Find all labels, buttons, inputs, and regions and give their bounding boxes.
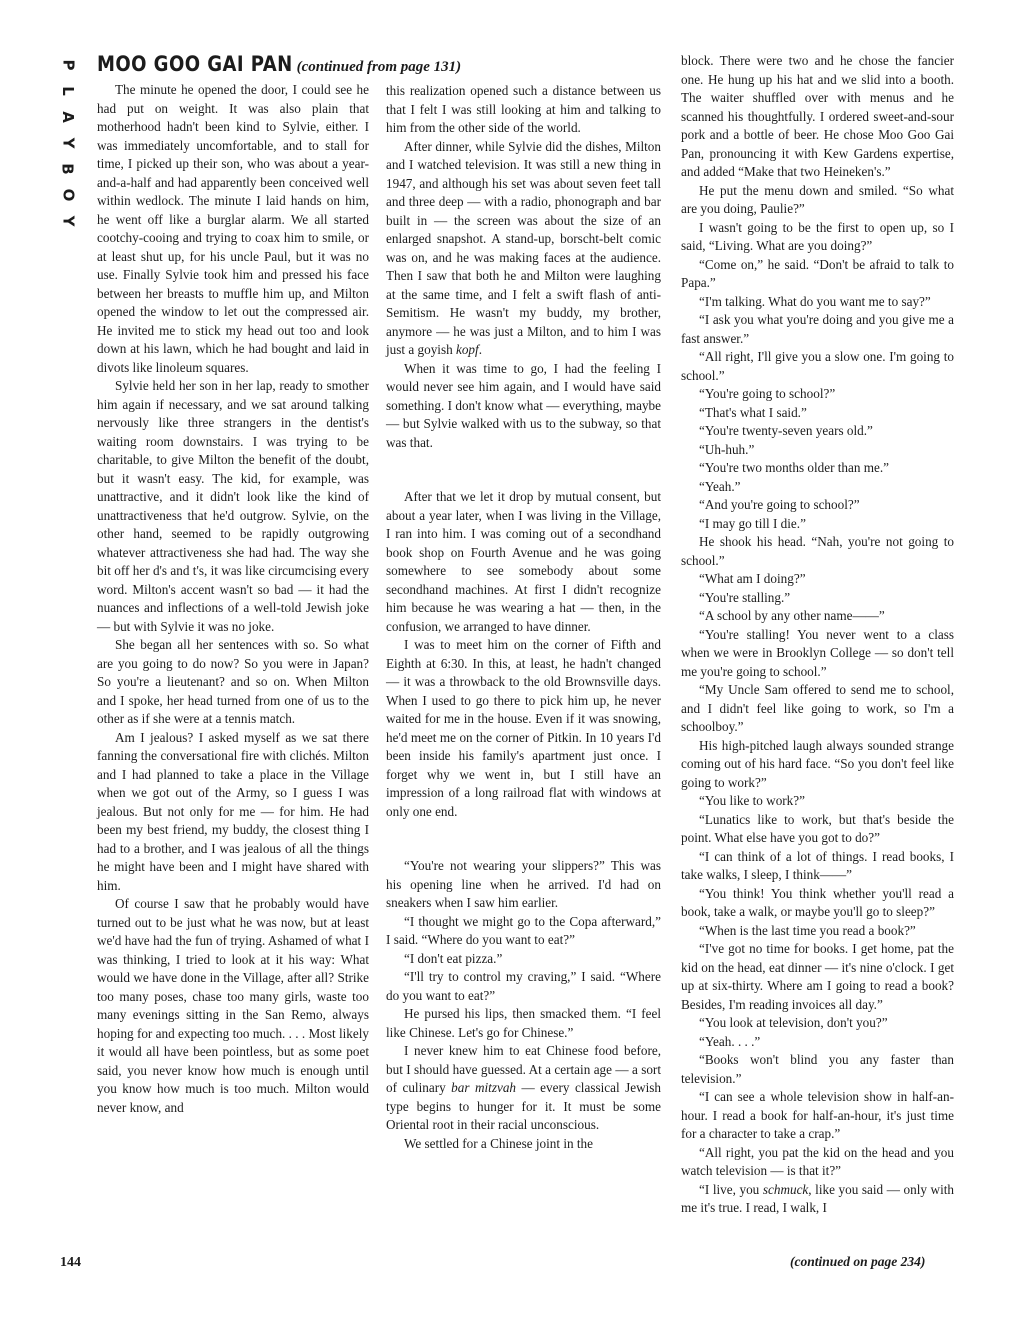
paragraph: “Come on,” he said. “Don't be afraid to talk to Papa.”: [681, 256, 954, 290]
paragraph: “I've got no time for books. I get home, pat the kid on the head, eat dinner — it's nine o'clock. I get up at six-thirty. Where am I going to read a book? Besides, I'm reading invoices all day.”: [681, 941, 954, 1012]
text-run: , like you said — only with me it's true. I read, I walk, I: [681, 1181, 954, 1215]
paragraph: We settled for a Chinese joint in the: [404, 1135, 594, 1151]
page-number: 144: [60, 1255, 81, 1270]
playboy-masthead: [55, 52, 81, 234]
paragraph: She began all her sentences with so. So what are you going to do now? So you were in Japan? So you're a lieutenant? and so on. When Milton and I spoke, her head turned from one of us to the other as if she were at a tennis match.: [97, 637, 369, 726]
paragraph: He pursed his lips, then smacked them. “I feel like Chinese. Let's go for Chinese.”: [386, 1006, 661, 1040]
paragraph: “I thought we might go to the Copa afterward,” I said. “Where do you want to eat?”: [386, 913, 661, 947]
paragraph: “Yeah. . . .”: [699, 1033, 761, 1049]
paragraph: “I may go till I die.”: [699, 515, 806, 531]
masthead-letter: O: [58, 188, 77, 202]
paragraph: After that we let it drop by mutual consent, but about a year later, when I was living in the Village, I ran into him. I was coming out of a secondhand book shop on Fourth Avenue and he was going somewhere to see somebody about some secondhand machines. At first I didn't recognize him because he was wearing a hat — then, in the confusion, we arranged to have dinner.: [386, 489, 661, 634]
text-run: .: [478, 342, 482, 357]
paragraph: “I'm talking. What do you want me to say?”: [699, 293, 931, 309]
masthead-letter: B: [59, 163, 77, 175]
paragraph: “I'll try to control my craving,” I said. “Where do you want to eat?”: [386, 969, 661, 1003]
paragraph: “When is the last time you read a book?”: [699, 922, 916, 938]
paragraph: Sylvie held her son in her lap, ready to smother him again if necessary, and we sat around talking nervously like three strangers in the dentist's waiting room downstairs. I was trying to be charitable, to give Milton the benefit of the doubt, but it wasn't easy. The kid, for example, was unattractive, and it didn't look like the kind of unattractiveness that he'd outgrow. Sylvie, on the other hand, seemed to be rapidly outgrowing whatever attractiveness she had had. The way she bit off her d's and t's, it was like circumcising every word. Milton's accent wasn't so bad — it had the nuances and inflections of a well-told Jewish joke — but with Sylvie it was no joke.: [97, 378, 369, 634]
italic-term: kopf: [455, 342, 479, 357]
paragraph: “I can see a whole television show in half-an-hour. I read a book for half-an-hour, it's just time for a character to take a crap.”: [681, 1089, 954, 1141]
paragraph: “You look at television, don't you?”: [699, 1015, 888, 1030]
paragraph: “All right, you pat the kid on the head and you watch television — is that it?”: [681, 1144, 954, 1178]
paragraph: “My Uncle Sam offered to send me to school, and I didn't feel like going to work, so I'm a schoolboy.”: [681, 682, 954, 734]
text-run: I never knew him to eat Chinese food before, but I should have guessed. At a certain age — a sort of culinary: [386, 1043, 661, 1095]
paragraph: His high-pitched laugh always sounded strange coming out of his hard face. “So you don't feel like going to work?”: [681, 737, 954, 790]
paragraph: He shook his head. “Nah, you're not going to school.”: [681, 534, 954, 568]
paragraph: Am I jealous? I asked myself as we sat there fanning the conversational fire with clichés. Milton and I had planned to take a place in the Village when we got out of the Army, so I guess I was jealous. But not only for me — for him. He had been my best friend, my buddy, the closest thing I had to a brother, and I was jealous of all the things he might have been and I might have shared with him.: [97, 729, 369, 893]
masthead-letter: A: [58, 111, 77, 123]
paragraph: Of course I saw that he probably would have turned out to be just what he was now, but at least we'd have had the fun of trying. Ashamed of what I was thinking, I tried to look at it his way: What would we have done in the Village, after all? Strike too many poses, chase too many girls, waste too many evenings sitting in the San Remo, always hoping for and expecting too much. . . . Most likely it would all have been pointless, but as some poet said, you never know how much is enough until you know how much is too much. Milton would never know, and: [97, 896, 369, 1115]
continued-on-note: (continued on page 234): [790, 1254, 926, 1269]
paragraph: block. There were two and he chose the fancier one. He hung up his hat and we slid into a booth. The waiter shuffled over with menus and he scanned his thoughtfully. I ordered sweet-and-sour pork and a bottle of beer. He chose Moo Goo Gai Pan, pronouncing it with Kew Gardens expertise, and added “Make that two Heineken's.”: [681, 53, 954, 179]
italic-term: schmuck: [762, 1181, 809, 1197]
paragraph: “You're going to school?”: [699, 386, 836, 401]
text-run: — every classical Jewish type begins to hunger for it. It must be some Oriental root in their racial unconscious.: [386, 1080, 662, 1132]
paragraph: He put the menu down and smiled. “So what are you doing, Paulie?”: [681, 182, 954, 216]
paragraph: “You're two months older than me.”: [699, 460, 890, 475]
paragraph: “Uh-huh.”: [699, 441, 755, 457]
paragraph: [681, 1181, 954, 1218]
paragraph: “You think! You think whether you'll read a book, take a walk, or maybe you'll go to sleep?”: [681, 885, 954, 919]
paragraph: After dinner, while Sylvie did the dishes, Milton and I watched television. It was still a new thing in 1947, and although his set was about seven feet tall and three deep — with a radio, phonograph and bar built in — the screen was about the size of an enlarged snapshot. A stand-up, borscht-belt comic was on, and he was making faces at the audience. Then I saw that both he and Milton were laughing at the same time, and I felt a swift flash of anti-Semitism. He wasn't my buddy, my brother, anymore — he was just a Milton, and to him I was just a goyish kopf.: [386, 138, 661, 357]
masthead-letter: Y: [59, 137, 77, 149]
paragraph: When it was time to go, I had the feeling I would never see him again, and I would have said something. I don't know what — everything, maybe — but Sylvie walked with us to the subway, so that was that.: [386, 360, 661, 450]
paragraph: I wasn't going to be the first to open up, so I said, “Living. What are you doing?”: [681, 219, 954, 253]
article-title: MOO GOO GAI PAN: [97, 52, 293, 76]
paragraph: this realization opened such a distance between us that I felt I was still looking at him and talking to him from the other side of the world.: [386, 83, 661, 135]
paragraph: “You're stalling.”: [699, 589, 791, 605]
column-1: [97, 81, 369, 1117]
paragraph: The minute he opened the door, I could see he had put on weight. It was also plain that motherhood hadn't been kind to Sylvie, either. I was immediately uncomfortable, and to stall for time, I picked up their son, who was about a year-and-a-half and had apparently been conceived well within wedlock. The minute I laid hands on him, he went off like a burglar alarm. We all started cootchy-cooing and trying to coax him to smile, or at least shut up, for his uncle Paul, but it was no use. Finally Sylvie took him and pressed his face between her breasts to muffle him up, and Milton opened the window to let out the compressed air. He invited me to stick my head out too and look down at his lawn, which he had bought and laid in divots like linoleum squares.: [97, 82, 369, 375]
column-2: [386, 82, 661, 1153]
paragraph: “Books won't blind you any faster than television.”: [681, 1052, 954, 1086]
paragraph: “You like to work?”: [699, 793, 805, 808]
continued-from-note: (continued from page 131): [296, 59, 462, 75]
paragraph: “What am I doing?”: [699, 571, 806, 586]
masthead-letter: P: [59, 59, 77, 71]
masthead-letter: Y: [59, 215, 77, 227]
paragraph: “Yeah.”: [699, 478, 741, 494]
paragraph: “I don't eat pizza.”: [404, 950, 503, 966]
paragraph: “All right, I'll give you a slow one. I'm going to school.”: [681, 349, 954, 383]
paragraph: “Lunatics like to work, but that's beside the point. What else have you got to do?”: [681, 811, 954, 845]
italic-term: bar mitzvah: [451, 1080, 517, 1095]
paragraph: “That's what I said.”: [699, 404, 807, 420]
paragraph: I was to meet him on the corner of Fifth and Eighth at 6:30. In this, at least, he hadn't changed — it was a throwback to the old Brownsville days. When I used to go there to pick him up, he never waited for me in the house. Even if it was snowing, he'd meet me on the corner of Pitkin. In 10 years I'd been inside his family's apartment just once. I forget why we went in, but I still have an impression of a long railroad flat with windows at only one end.: [386, 637, 661, 819]
text-run: “I live, you: [699, 1181, 763, 1197]
paragraph: “And you're going to school?”: [699, 497, 860, 512]
paragraph: “I ask you what you're doing and you give me a fast answer.”: [681, 312, 954, 346]
paragraph: “You're stalling! You never went to a class when we were in Brooklyn College — so don't tell me you're going to school.”: [681, 626, 954, 679]
article-header: [97, 52, 657, 76]
paragraph: “You're twenty-seven years old.”: [699, 423, 873, 438]
paragraph: [386, 1042, 661, 1135]
paragraph: “I can think of a lot of things. I read books, I take walks, I sleep, I think——”: [681, 848, 954, 882]
paragraph: “You're not wearing your slippers?” This was his opening line when he arrived. I'd had on sneakers when I saw him earlier.: [386, 858, 661, 910]
paragraph: “A school by any other name——”: [699, 608, 885, 623]
column-3: [681, 52, 954, 1218]
masthead-letter: L: [59, 86, 77, 96]
